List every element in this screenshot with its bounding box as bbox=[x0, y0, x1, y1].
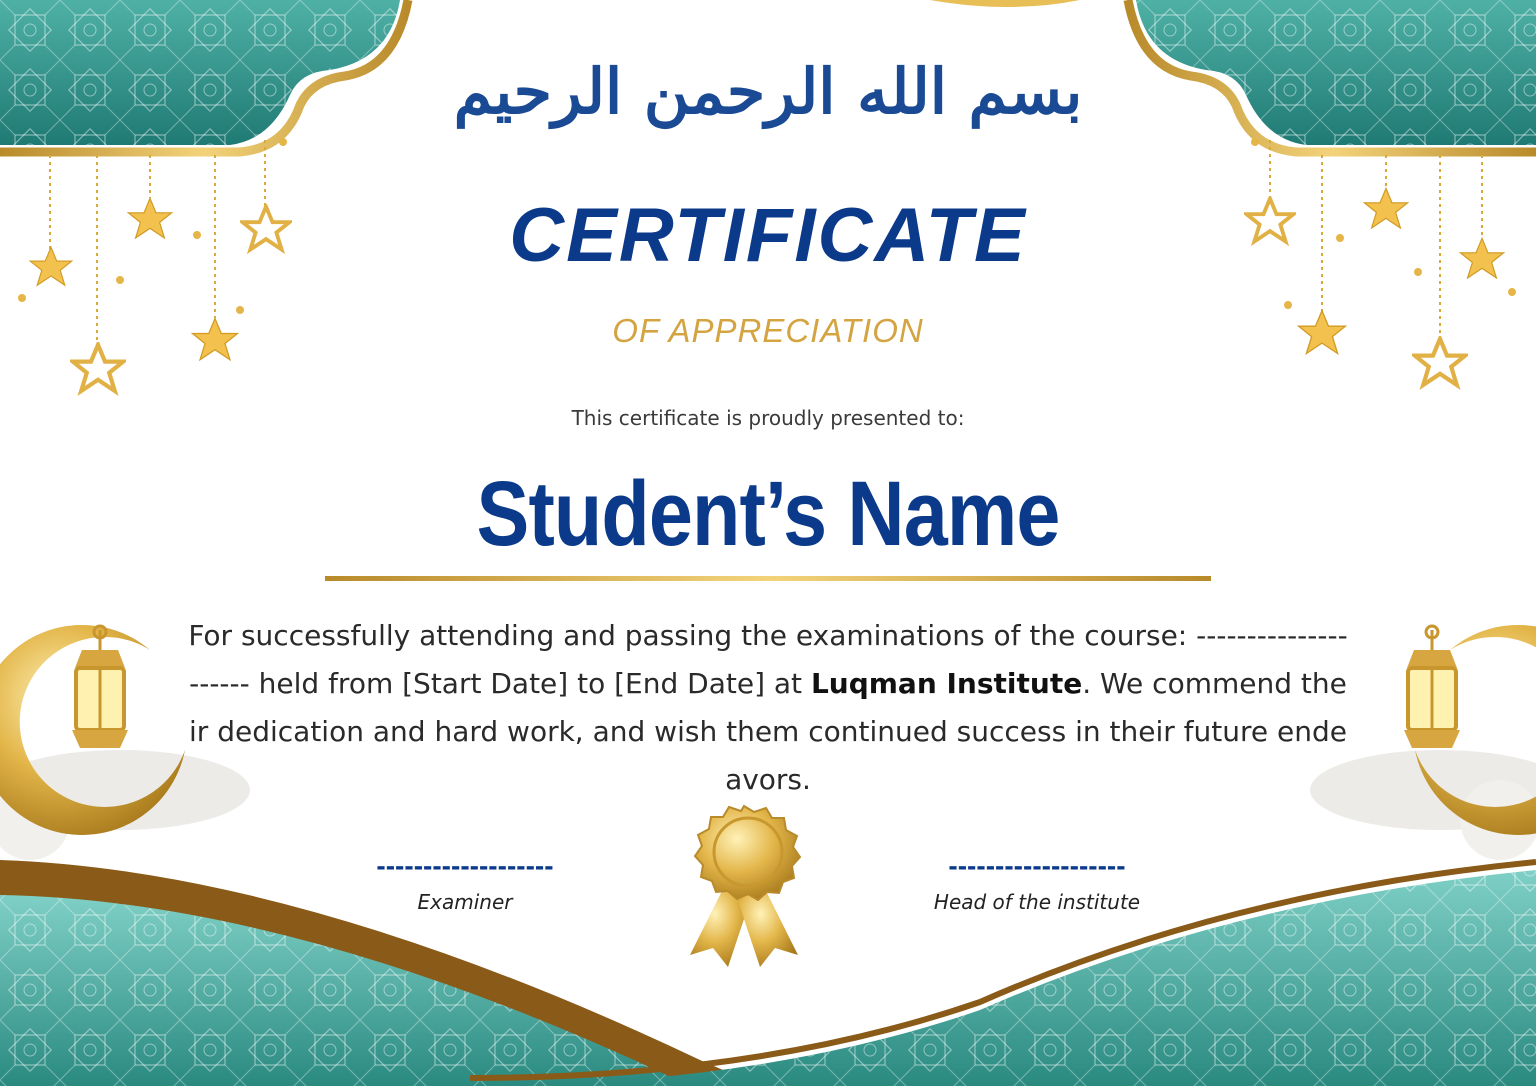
student-name: Student’s Name bbox=[476, 463, 1060, 565]
certificate-title: CERTIFICATE bbox=[509, 193, 1027, 278]
body-intro: For successfully attending and passing the examinations of the course: --------------------- held from [Start Date] to [End Date] at bbox=[188, 619, 1348, 700]
bismillah-calligraphy: بسم الله الرحمن الرحيم bbox=[453, 55, 1083, 128]
certificate-subtitle: OF APPRECIATION bbox=[612, 312, 924, 349]
bottom-ornament bbox=[0, 860, 1536, 1086]
hanging-star-icon bbox=[73, 345, 123, 391]
institute-name: Luqman Institute bbox=[810, 667, 1083, 700]
signature-line: ------------------- bbox=[948, 850, 1126, 881]
certificate-body bbox=[188, 612, 1348, 804]
gold-seal-ribbon-icon bbox=[690, 806, 800, 967]
name-underline bbox=[325, 576, 1211, 581]
presented-to-text: This certificate is proudly presented to: bbox=[571, 406, 965, 430]
examiner-signature bbox=[335, 852, 595, 914]
examiner-label: Examiner bbox=[417, 890, 513, 914]
body-outro: . We commend their dedication and hard work, and wish them continued success in their future endeavors. bbox=[189, 667, 1347, 796]
signature-line: ------------------- bbox=[376, 850, 554, 881]
head-label: Head of the institute bbox=[933, 890, 1141, 914]
head-signature bbox=[907, 852, 1167, 914]
